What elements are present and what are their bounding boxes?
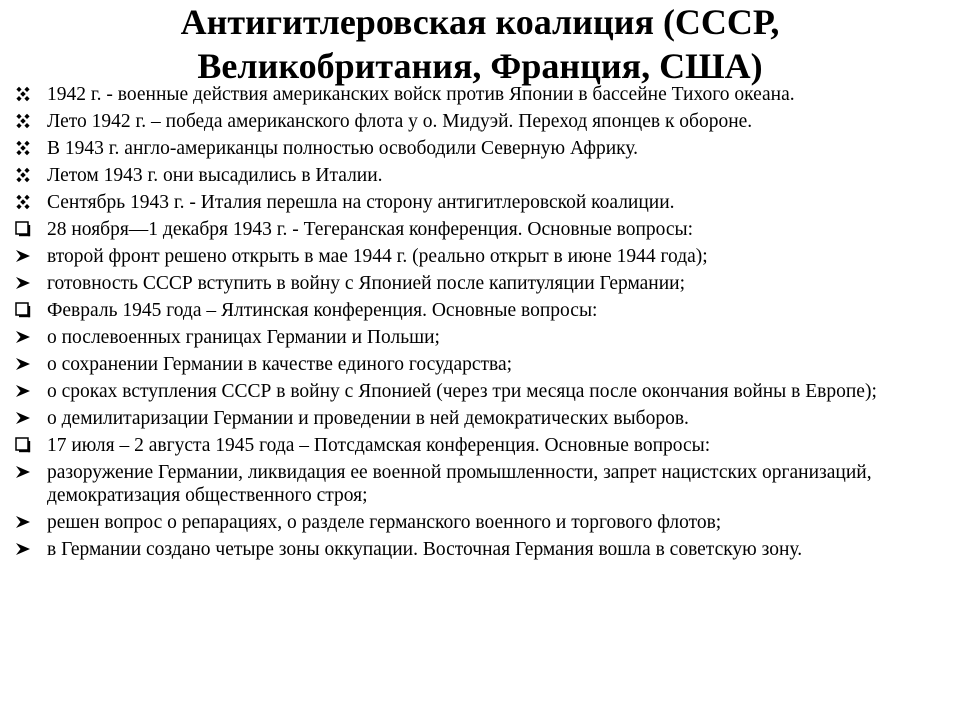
list-item bbox=[14, 326, 914, 349]
arrow-bullet-icon bbox=[14, 462, 32, 482]
square-bullet-icon bbox=[14, 435, 32, 455]
diamond-bullet-icon bbox=[14, 192, 32, 212]
list-item bbox=[14, 110, 914, 133]
list-item bbox=[14, 164, 914, 187]
title-line-1: Антигитлеровская коалиция (СССР, bbox=[180, 2, 780, 42]
list-item-text: о сохранении Германии в качестве единого государства; bbox=[47, 354, 513, 375]
list-item-text: 1942 г. - военные действия американских войск против Японии в бассейне Тихого океана. bbox=[47, 84, 795, 105]
arrow-bullet-icon bbox=[14, 512, 32, 532]
slide-title bbox=[60, 0, 900, 88]
diamond-bullet-icon bbox=[14, 138, 32, 158]
arrow-bullet-icon bbox=[14, 246, 32, 266]
list-item bbox=[14, 353, 914, 376]
arrow-bullet-icon bbox=[14, 273, 32, 293]
arrow-bullet-icon bbox=[14, 381, 32, 401]
bullet-list bbox=[14, 83, 914, 565]
list-item-text: Сентябрь 1943 г. - Италия перешла на сторону антигитлеровской коалиции. bbox=[47, 192, 675, 213]
list-item-text: о демилитаризации Германии и проведении в ней демократических выборов. bbox=[47, 408, 689, 429]
diamond-bullet-icon bbox=[14, 111, 32, 131]
arrow-bullet-icon bbox=[14, 408, 32, 428]
list-item-text: решен вопрос о репарациях, о разделе германского военного и торгового флотов; bbox=[47, 512, 722, 533]
list-item bbox=[14, 218, 914, 241]
list-item-text: о сроках вступления СССР в войну с Японией (через три месяца после окончания войны в Европе); bbox=[47, 381, 877, 402]
square-bullet-icon bbox=[14, 300, 32, 320]
arrow-bullet-icon bbox=[14, 354, 32, 374]
list-item bbox=[14, 461, 914, 507]
title-line-2: Великобритания, Франция, США) bbox=[197, 46, 763, 86]
list-item-text: Летом 1943 г. они высадились в Италии. bbox=[47, 165, 383, 186]
list-item bbox=[14, 245, 914, 268]
arrow-bullet-icon bbox=[14, 327, 32, 347]
list-item bbox=[14, 407, 914, 430]
list-item-text: 17 июля – 2 августа 1945 года – Потсдамская конференция. Основные вопросы: bbox=[47, 435, 711, 456]
list-item-text: второй фронт решено открыть в мае 1944 г. (реально открыт в июне 1944 года); bbox=[47, 246, 708, 267]
arrow-bullet-icon bbox=[14, 539, 32, 559]
list-item-text: о послевоенных границах Германии и Польши; bbox=[47, 327, 440, 348]
list-item bbox=[14, 83, 914, 106]
list-item bbox=[14, 434, 914, 457]
list-item-text: 28 ноября—1 декабря 1943 г. - Тегеранская конференция. Основные вопросы: bbox=[47, 219, 694, 240]
list-item bbox=[14, 538, 914, 561]
list-item-text: Февраль 1945 года – Ялтинская конференция. Основные вопросы: bbox=[47, 300, 598, 321]
list-item-text: готовность СССР вступить в войну с Японией после капитуляции Германии; bbox=[47, 273, 686, 294]
list-item-text: Лето 1942 г. – победа американского флота у о. Мидуэй. Переход японцев к обороне. bbox=[47, 111, 753, 132]
list-item-text: в Германии создано четыре зоны оккупации. Восточная Германия вошла в советскую зону. bbox=[47, 539, 803, 560]
list-item bbox=[14, 380, 914, 403]
list-item bbox=[14, 191, 914, 214]
list-item bbox=[14, 272, 914, 295]
diamond-bullet-icon bbox=[14, 165, 32, 185]
list-item-text: разоружение Германии, ликвидация ее военной промышленности, запрет нацистских организаций, демократизация общественного строя; bbox=[47, 462, 872, 506]
list-item bbox=[14, 511, 914, 534]
list-item-text: В 1943 г. англо-американцы полностью освободили Северную Африку. bbox=[47, 138, 639, 159]
square-bullet-icon bbox=[14, 219, 32, 239]
list-item bbox=[14, 299, 914, 322]
diamond-bullet-icon bbox=[14, 84, 32, 104]
list-item bbox=[14, 137, 914, 160]
